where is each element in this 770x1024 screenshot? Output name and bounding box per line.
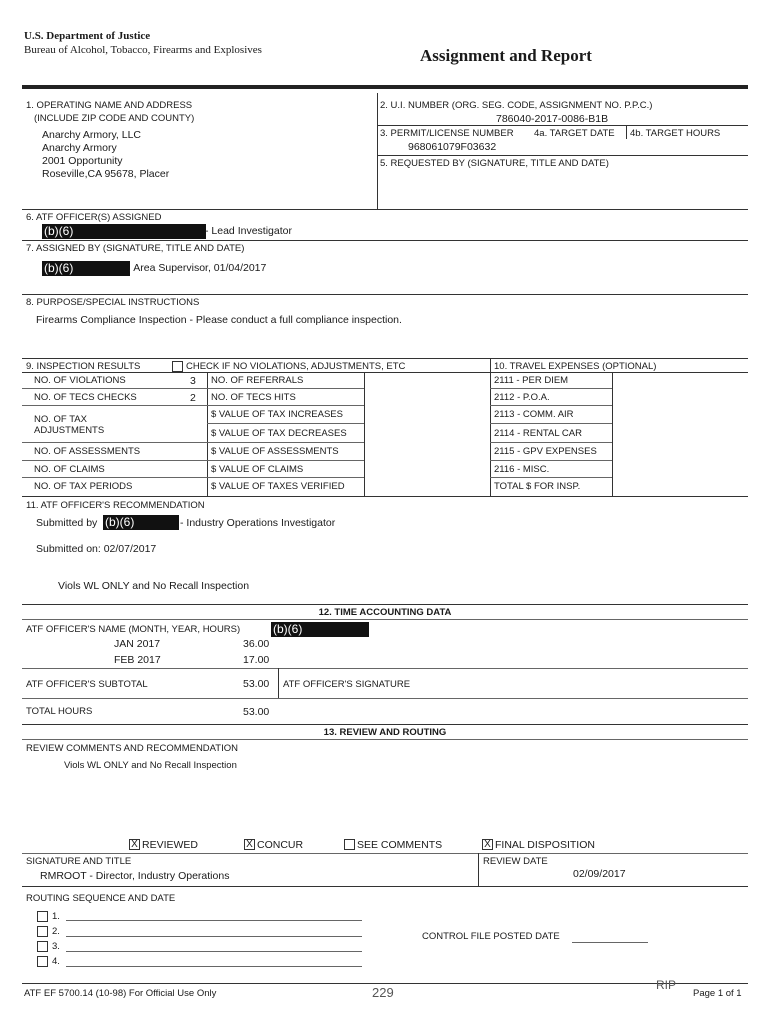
box3-label: 3. PERMIT/LICENSE NUMBER xyxy=(380,128,514,139)
form-number: ATF EF 5700.14 (10-98) For Official Use Only xyxy=(24,988,217,999)
subtotal-label: ATF OFFICER'S SUBTOTAL xyxy=(26,679,148,690)
divider xyxy=(207,423,364,424)
divider xyxy=(490,460,612,461)
route-checkbox[interactable] xyxy=(37,941,48,952)
box6-label: 6. ATF OFFICER(S) ASSIGNED xyxy=(26,212,162,223)
control-file-line xyxy=(572,942,648,943)
address-city: Roseville,CA 95678, Placer xyxy=(42,168,170,180)
mid-row-label: $ VALUE OF TAXES VERIFIED xyxy=(211,481,345,492)
concur-label: CONCUR xyxy=(257,839,304,851)
officer-role: - Lead Investigator xyxy=(205,225,292,237)
review-comments-label: REVIEW COMMENTS AND RECOMMENDATION xyxy=(26,743,238,754)
divider xyxy=(22,619,748,620)
divider xyxy=(22,668,748,669)
page-indicator: Page 1 of 1 xyxy=(693,988,742,999)
divider xyxy=(377,125,748,126)
divider xyxy=(22,698,748,699)
ui-number: 786040-2017-0086-B1B xyxy=(496,113,609,125)
divider xyxy=(490,423,612,424)
travel-row-label: 2116 - MISC. xyxy=(494,464,550,475)
route-checkbox[interactable] xyxy=(37,926,48,937)
officer-signature-label: ATF OFFICER'S SIGNATURE xyxy=(283,679,411,690)
control-file-label: CONTROL FILE POSTED DATE xyxy=(422,931,560,942)
mid-row-label: $ VALUE OF CLAIMS xyxy=(211,464,304,475)
route-line xyxy=(66,951,362,952)
box1-label: 1. OPERATING NAME AND ADDRESS xyxy=(26,100,193,111)
hours-jan: 36.00 xyxy=(243,638,270,650)
divider xyxy=(22,724,748,725)
header-rule xyxy=(22,85,748,89)
no-violations-label: CHECK IF NO VIOLATIONS, ADJUSTMENTS, ETC xyxy=(186,361,406,372)
recommendation-note: Viols WL ONLY and No Recall Inspection xyxy=(58,580,250,592)
operating-name-line2: Anarchy Armory xyxy=(42,142,117,154)
redaction: (b)(6) xyxy=(42,261,130,276)
box10-label: 10. TRAVEL EXPENSES (OPTIONAL) xyxy=(494,361,657,372)
box5-label: 5. REQUESTED BY (SIGNATURE, TITLE AND DATE) xyxy=(380,158,609,169)
divider xyxy=(22,358,748,359)
department-name: U.S. Department of Justice xyxy=(24,30,151,42)
mid-row-label: $ VALUE OF TAX DECREASES xyxy=(211,428,347,439)
box1-sublabel: (INCLUDE ZIP CODE AND COUNTY) xyxy=(34,113,195,124)
see-comments-label: SEE COMMENTS xyxy=(357,839,443,851)
divider xyxy=(207,405,364,406)
route-number: 4. xyxy=(52,956,60,967)
travel-row-label: 2113 - COMM. AIR xyxy=(494,409,574,420)
route-checkbox[interactable] xyxy=(37,911,48,922)
box8-label: 8. PURPOSE/SPECIAL INSTRUCTIONS xyxy=(26,297,200,308)
assigned-by: , Area Supervisor, 01/04/2017 xyxy=(128,262,267,274)
travel-row-label: 2111 - PER DIEM xyxy=(494,375,569,386)
divider xyxy=(490,477,612,478)
travel-row-label: 2112 - P.O.A. xyxy=(494,392,550,403)
left-row-label: NO. OF CLAIMS xyxy=(34,464,105,475)
mid-row-label: NO. OF TECS HITS xyxy=(211,392,296,403)
review-comments: Viols WL ONLY and No Recall Inspection xyxy=(64,760,237,771)
subtotal-hours: 53.00 xyxy=(243,678,270,690)
divider xyxy=(612,372,613,496)
box13-title: 13. REVIEW AND ROUTING xyxy=(323,727,447,738)
divider xyxy=(490,358,491,496)
divider xyxy=(207,442,364,443)
special-instructions: Firearms Compliance Inspection - Please conduct a full compliance inspection. xyxy=(36,314,402,326)
route-number: 3. xyxy=(52,941,60,952)
redaction: (b)(6) xyxy=(42,224,206,239)
divider xyxy=(22,442,207,443)
route-line xyxy=(66,966,362,967)
see-comments-checkbox[interactable] xyxy=(344,839,355,850)
route-number: 1. xyxy=(52,911,60,922)
submitted-on: Submitted on: 02/07/2017 xyxy=(36,543,157,555)
left-row-label: NO. OF TAX PERIODS xyxy=(34,481,133,492)
divider xyxy=(207,460,364,461)
bates-number: 229 xyxy=(372,985,394,1000)
box4b-label: 4b. TARGET HOURS xyxy=(630,128,721,139)
divider xyxy=(626,125,627,139)
route-line xyxy=(66,936,362,937)
no-violations-checkbox[interactable] xyxy=(172,361,183,372)
divider xyxy=(22,240,748,241)
mid-row-label: $ VALUE OF TAX INCREASES xyxy=(211,409,343,420)
travel-row-label: 2115 - GPV EXPENSES xyxy=(494,446,597,457)
redaction: (b)(6) xyxy=(103,515,179,530)
divider xyxy=(22,372,748,373)
final-disposition-checkbox[interactable]: X xyxy=(482,839,493,850)
route-line xyxy=(66,920,362,921)
divider xyxy=(22,405,207,406)
address-street: 2001 Opportunity xyxy=(42,155,123,167)
left-row-label: NO. OF TECS CHECKS xyxy=(34,392,137,403)
divider xyxy=(377,155,748,156)
route-checkbox[interactable] xyxy=(37,956,48,967)
divider xyxy=(22,739,748,740)
review-date-label: REVIEW DATE xyxy=(483,856,548,867)
divider xyxy=(22,477,207,478)
signature-title-label: SIGNATURE AND TITLE xyxy=(26,856,132,867)
reviewed-label: REVIEWED xyxy=(142,839,199,851)
concur-checkbox[interactable]: X xyxy=(244,839,255,850)
divider xyxy=(364,372,365,496)
bureau-name: Bureau of Alcohol, Tobacco, Firearms and Explosives xyxy=(24,44,262,56)
divider xyxy=(22,496,748,497)
divider xyxy=(490,405,612,406)
box2-label: 2. U.I. NUMBER (ORG. SEG. CODE, ASSIGNMENT NO. P.P.C.) xyxy=(380,100,653,111)
divider xyxy=(22,294,748,295)
reviewer-signature: RMROOT - Director, Industry Operations xyxy=(40,870,230,882)
officer-name-label: ATF OFFICER'S NAME (MONTH, YEAR, HOURS) xyxy=(26,624,241,635)
review-date: 02/09/2017 xyxy=(573,868,626,880)
hours-feb: 17.00 xyxy=(243,654,270,666)
divider xyxy=(22,604,748,605)
box12-title: 12. TIME ACCOUNTING DATA xyxy=(318,607,452,618)
divider xyxy=(490,388,612,389)
divider xyxy=(490,442,612,443)
violations-count: 3 xyxy=(190,375,196,387)
divider xyxy=(207,388,364,389)
tecs-checks-count: 2 xyxy=(190,392,196,404)
divider xyxy=(22,388,207,389)
total-hours-label: TOTAL HOURS xyxy=(26,706,93,717)
route-number: 2. xyxy=(52,926,60,937)
travel-row-label: TOTAL $ FOR INSP. xyxy=(494,481,581,492)
rip-stamp: RIP xyxy=(656,978,677,992)
travel-row-label: 2114 - RENTAL CAR xyxy=(494,428,582,439)
mid-row-label: NO. OF REFERRALS xyxy=(211,375,304,386)
mid-row-label: $ VALUE OF ASSESSMENTS xyxy=(211,446,339,457)
left-row-label: NO. OF TAX ADJUSTMENTS xyxy=(34,414,105,436)
routing-label: ROUTING SEQUENCE AND DATE xyxy=(26,893,176,904)
box9-label: 9. INSPECTION RESULTS xyxy=(26,361,141,372)
divider xyxy=(22,853,748,854)
left-row-label: NO. OF ASSESSMENTS xyxy=(34,446,141,457)
divider xyxy=(22,460,207,461)
divider xyxy=(377,93,378,209)
box11-label: 11. ATF OFFICER'S RECOMMENDATION xyxy=(26,500,205,511)
divider xyxy=(22,209,748,210)
box4a-label: 4a. TARGET DATE xyxy=(534,128,615,139)
month-jan: JAN 2017 xyxy=(114,638,161,650)
left-row-label: NO. OF VIOLATIONS xyxy=(34,375,126,386)
redaction: (b)(6) xyxy=(271,622,369,637)
footer-rule xyxy=(22,983,748,984)
divider xyxy=(478,853,479,886)
divider xyxy=(22,886,748,887)
final-disposition-label: FINAL DISPOSITION xyxy=(495,839,595,851)
month-feb: FEB 2017 xyxy=(114,654,161,666)
permit-number: 968061079F03632 xyxy=(408,141,497,153)
form-title: Assignment and Report xyxy=(420,46,592,65)
total-hours: 53.00 xyxy=(243,706,270,718)
reviewed-checkbox[interactable]: X xyxy=(129,839,140,850)
submitted-by-label: Submitted by xyxy=(36,517,98,529)
submitter-role: - Industry Operations Investigator xyxy=(180,517,336,529)
divider xyxy=(207,477,364,478)
box7-label: 7. ASSIGNED BY (SIGNATURE, TITLE AND DATE) xyxy=(26,243,245,254)
divider xyxy=(278,668,279,698)
operating-name-line1: Anarchy Armory, LLC xyxy=(42,129,142,141)
